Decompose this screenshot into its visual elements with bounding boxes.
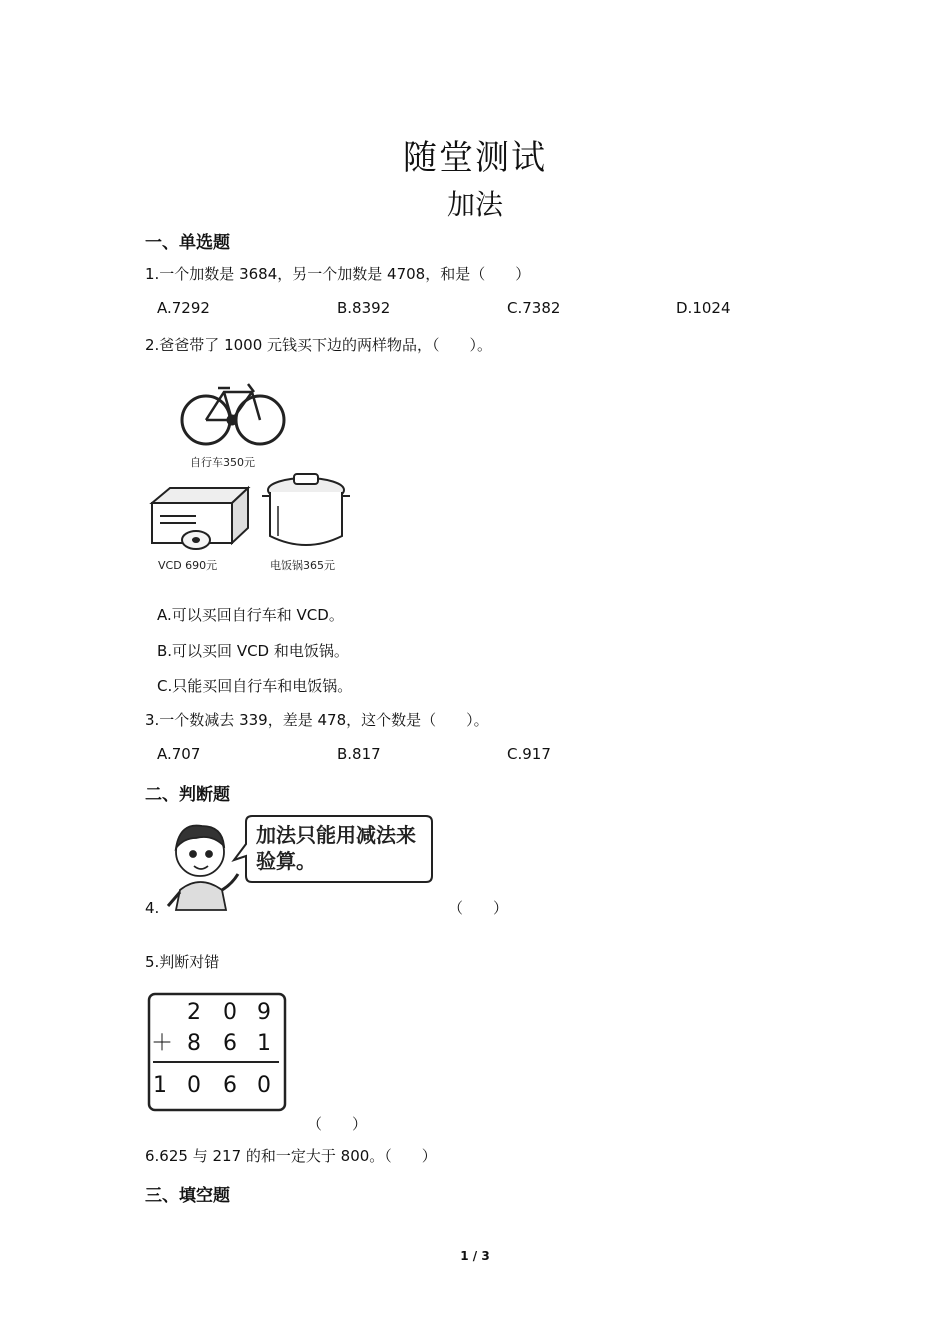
question-3-option-c[interactable]: C.917	[507, 745, 551, 763]
question-4-answer-blank[interactable]: （ ）	[448, 899, 509, 917]
section-heading-true-false: 二、判断题	[145, 785, 230, 805]
plus-sign: ＋	[151, 1031, 174, 1056]
question-4-illustration	[160, 812, 435, 912]
question-5-text: 5.判断对错	[145, 953, 220, 971]
page-title: 随堂测试	[403, 138, 547, 178]
question-1-option-d[interactable]: D.1024	[676, 299, 731, 317]
sum-digit-3: 6	[223, 1073, 237, 1098]
boy-icon	[168, 825, 238, 910]
rice-cooker-icon	[262, 474, 350, 545]
question-3-option-b[interactable]: B.817	[337, 745, 381, 763]
speech-bubble-line-1: 加法只能用减法来	[256, 823, 416, 847]
addend-1-digit-1: 2	[187, 1000, 201, 1025]
question-1-option-b[interactable]: B.8392	[337, 299, 391, 317]
question-2-option-c[interactable]: C.只能买回自行车和电饭锅。	[157, 677, 353, 695]
question-3-option-a[interactable]: A.707	[157, 745, 201, 763]
cooker-price-label: 电饭锅365元	[270, 559, 335, 572]
sum-digit-2: 0	[187, 1073, 201, 1098]
addend-1-digit-2: 0	[223, 1000, 237, 1025]
vcd-player-icon	[152, 488, 248, 549]
bike-price-label: 自行车350元	[190, 456, 255, 469]
question-2-option-b[interactable]: B.可以买回 VCD 和电饭锅。	[157, 642, 349, 660]
bicycle-icon	[182, 384, 284, 444]
question-2-text: 2.爸爸带了 1000 元钱买下边的两样物品，（ ）。	[145, 336, 493, 354]
sum-digit-4: 0	[257, 1073, 271, 1098]
section-heading-fill-blank: 三、填空题	[145, 1186, 230, 1206]
addend-2-digit-1: 8	[187, 1031, 201, 1056]
speech-bubble-line-2: 验算。	[256, 849, 316, 873]
question-2-illustration	[148, 378, 358, 578]
addend-1-digit-3: 9	[257, 1000, 271, 1025]
question-3-text: 3.一个数减去 339，差是 478，这个数是（ ）。	[145, 711, 489, 729]
vcd-price-label: VCD 690元	[158, 559, 218, 572]
question-1-option-a[interactable]: A.7292	[157, 299, 210, 317]
question-4-number: 4.	[145, 899, 160, 917]
question-1-option-c[interactable]: C.7382	[507, 299, 561, 317]
question-2-option-a[interactable]: A.可以买回自行车和 VCD。	[157, 606, 344, 624]
page-number: 1 / 3	[460, 1249, 490, 1263]
question-1-text: 1.一个加数是 3684，另一个加数是 4708，和是（ ）	[145, 265, 531, 283]
question-6-text: 6.625 与 217 的和一定大于 800。（ ）	[145, 1147, 437, 1165]
addend-2-digit-3: 1	[257, 1031, 271, 1056]
question-5-answer-blank[interactable]: （ ）	[307, 1115, 368, 1133]
page-subtitle: 加法	[446, 188, 503, 221]
addend-2-digit-2: 6	[223, 1031, 237, 1056]
sum-digit-1: 1	[153, 1073, 167, 1098]
section-heading-single-choice: 一、单选题	[145, 233, 230, 253]
question-5-addition-box	[147, 992, 289, 1114]
